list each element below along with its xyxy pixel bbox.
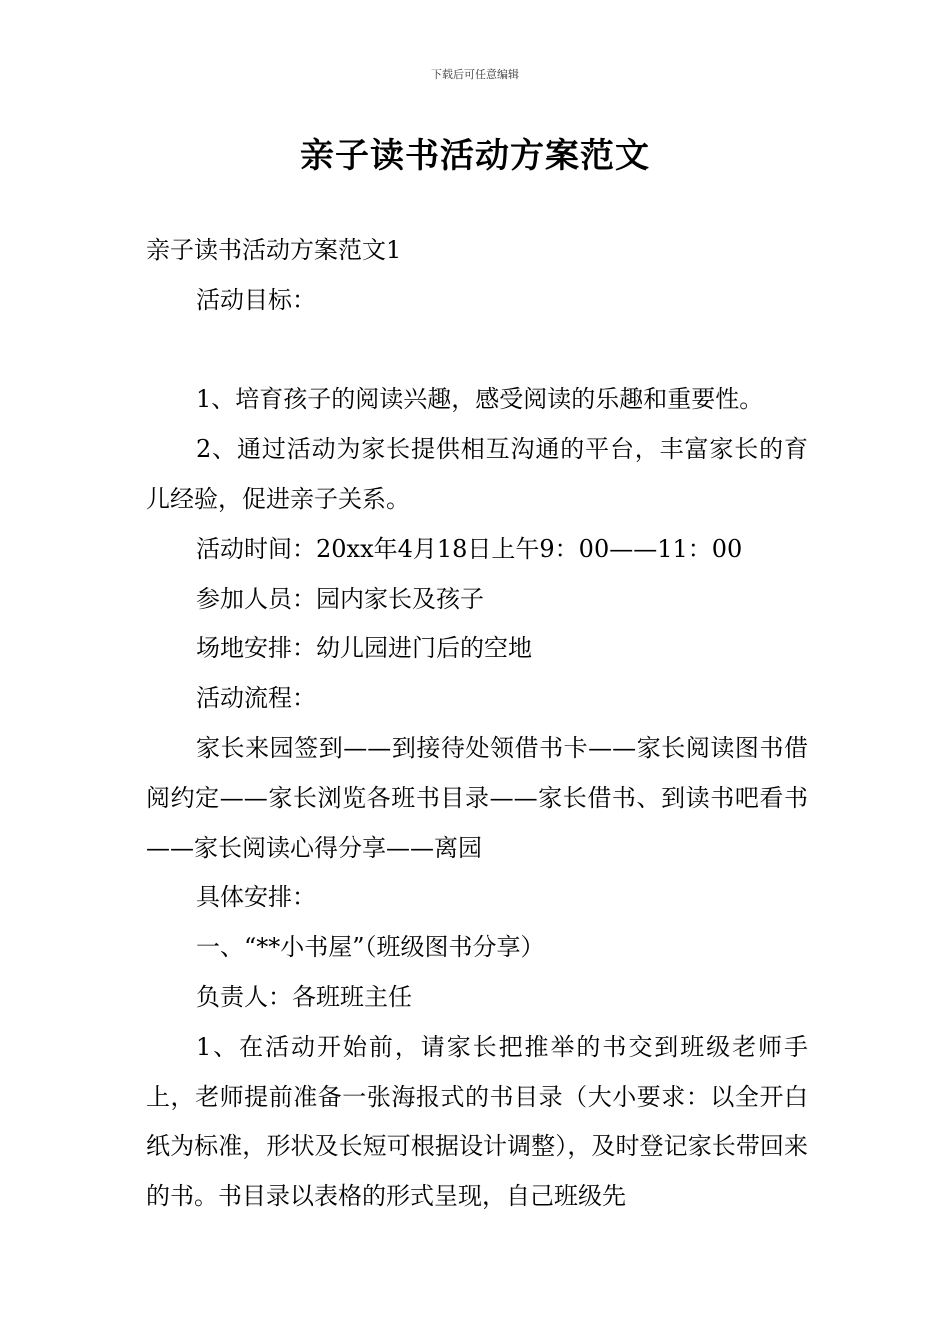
header-note: 下载后可任意编辑 — [431, 68, 519, 81]
paragraph-responsible: 负责人：各班班主任 — [196, 982, 412, 1011]
paragraph-step-1: 1、在活动开始前，请家长把推举的书交到班级老师手上，老师提前准备一张海报式的书目录（大小要求：以全开白纸为标准，形状及长短可根据设计调整），及时登记家长带回来的书。书目录以表格的形式呈现，自己班级先 — [146, 1032, 808, 1211]
paragraph-venue: 场地安排：幼儿园进门后的空地 — [196, 634, 532, 663]
blank-line — [146, 326, 808, 376]
paragraph-goal-label: 活动目标： — [196, 285, 316, 314]
paragraph-section-one: 一、“**小书屋”（班级图书分享） — [196, 933, 545, 962]
paragraph-time: 活动时间：20xx年4月18日上午9：00——11：00 — [196, 534, 743, 563]
paragraph-process: 家长来园签到——到接待处领借书卡——家长阅读图书借阅约定——家长浏览各班书目录——家长借书、到读书吧看书——家长阅读心得分享——离园 — [146, 733, 808, 862]
paragraph-participants: 参加人员：园内家长及孩子 — [196, 584, 484, 613]
paragraph-goal-2: 2、通过活动为家长提供相互沟通的平台，丰富家长的育儿经验，促进亲子关系。 — [146, 435, 808, 513]
section-heading: 亲子读书活动方案范文1 — [146, 236, 402, 264]
document-title: 亲子读书活动方案范文 — [300, 136, 650, 176]
document-body — [146, 226, 808, 1222]
paragraph-goal-1: 1、培育孩子的阅读兴趣，感受阅读的乐趣和重要性。 — [196, 385, 764, 414]
paragraph-process-label: 活动流程： — [196, 684, 316, 713]
paragraph-arrangement-label: 具体安排： — [196, 883, 316, 912]
